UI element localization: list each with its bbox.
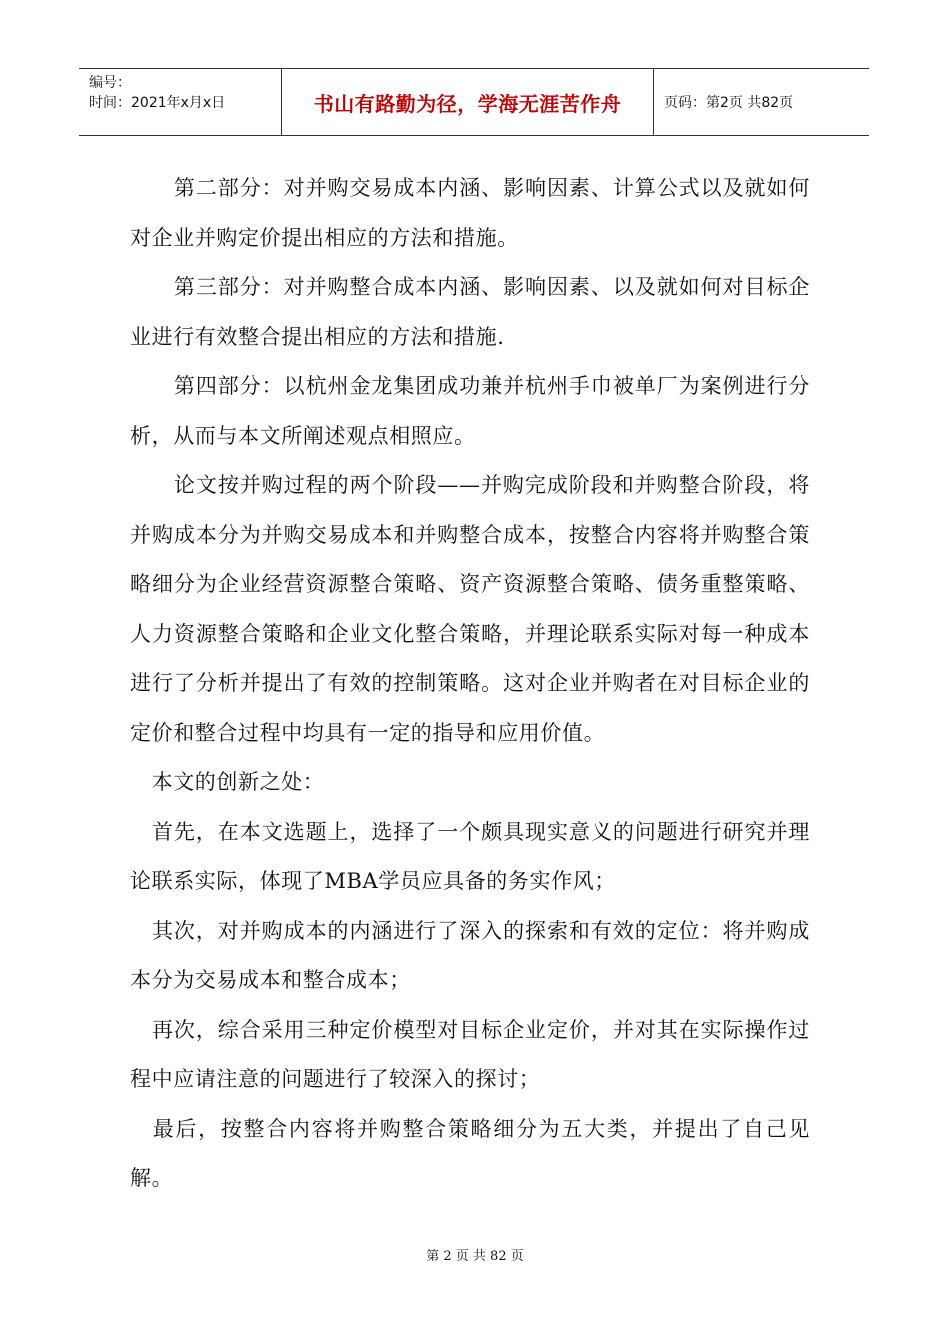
paragraph-part-three: 第三部分：对并购整合成本内涵、影响因素、以及就如何对目标企业进行有效整合提出相应的方法和措施. — [130, 275, 810, 349]
document-number-label: 编号： — [89, 75, 131, 91]
document-date-label: 时间：2021年x月x日 — [89, 95, 226, 111]
paragraph-innovation-second: 其次，对并购成本的内涵进行了深入的探索和有效的定位：将并购成本分为交易成本和整合成本； — [130, 918, 810, 992]
header-motto: 书山有路勤为径，学海无涯苦作舟 — [313, 91, 622, 116]
paragraph-innovation-last: 最后，按整合内容将并购整合策略细分为五大类，并提出了自己见解。 — [130, 1116, 810, 1190]
document-body — [130, 164, 810, 1204]
header-left-cell — [79, 69, 281, 135]
paragraph-innovation-first: 首先，在本文选题上，选择了一个颇具现实意义的问题进行研究并理论联系实际，体现了MBA学员应具备的务实作风； — [130, 819, 810, 893]
header-page-cell — [654, 69, 869, 135]
page-footer — [0, 1245, 950, 1264]
paragraph-part-two: 第二部分：对并购交易成本内涵、影响因素、计算公式以及就如何对企业并购定价提出相应的方法和措施。 — [130, 176, 810, 250]
paragraph-innovation-third: 再次，综合采用三种定价模型对目标企业定价，并对其在实际操作过程中应请注意的问题进行了较深入的探讨； — [130, 1017, 810, 1091]
paragraph-innovation-heading: 本文的创新之处： — [130, 770, 325, 794]
header-motto-cell — [281, 69, 654, 135]
paragraph-summary: 论文按并购过程的两个阶段——并购完成阶段和并购整合阶段，将并购成本分为并购交易成本和并购整合成本，按整合内容将并购整合策略细分为企业经营资源整合策略、资产资源整合策略、债务重整策略、人力资源整合策略和企业文化整合策略，并理论联系实际对每一种成本进行了分析并提出了有效的控制策略。这对企业并购者在对目标企业的定价和整合过程中均具有一定的指导和应用价值。 — [130, 473, 810, 745]
header-page-info: 页码：第2页 共82页 — [664, 95, 794, 111]
paragraph-part-four: 第四部分：以杭州金龙集团成功兼并杭州手巾被单厂为案例进行分析，从而与本文所阐述观点相照应。 — [130, 374, 810, 448]
page-header — [79, 68, 869, 136]
footer-page-number: 第 2 页 共 82 页 — [426, 1249, 524, 1264]
